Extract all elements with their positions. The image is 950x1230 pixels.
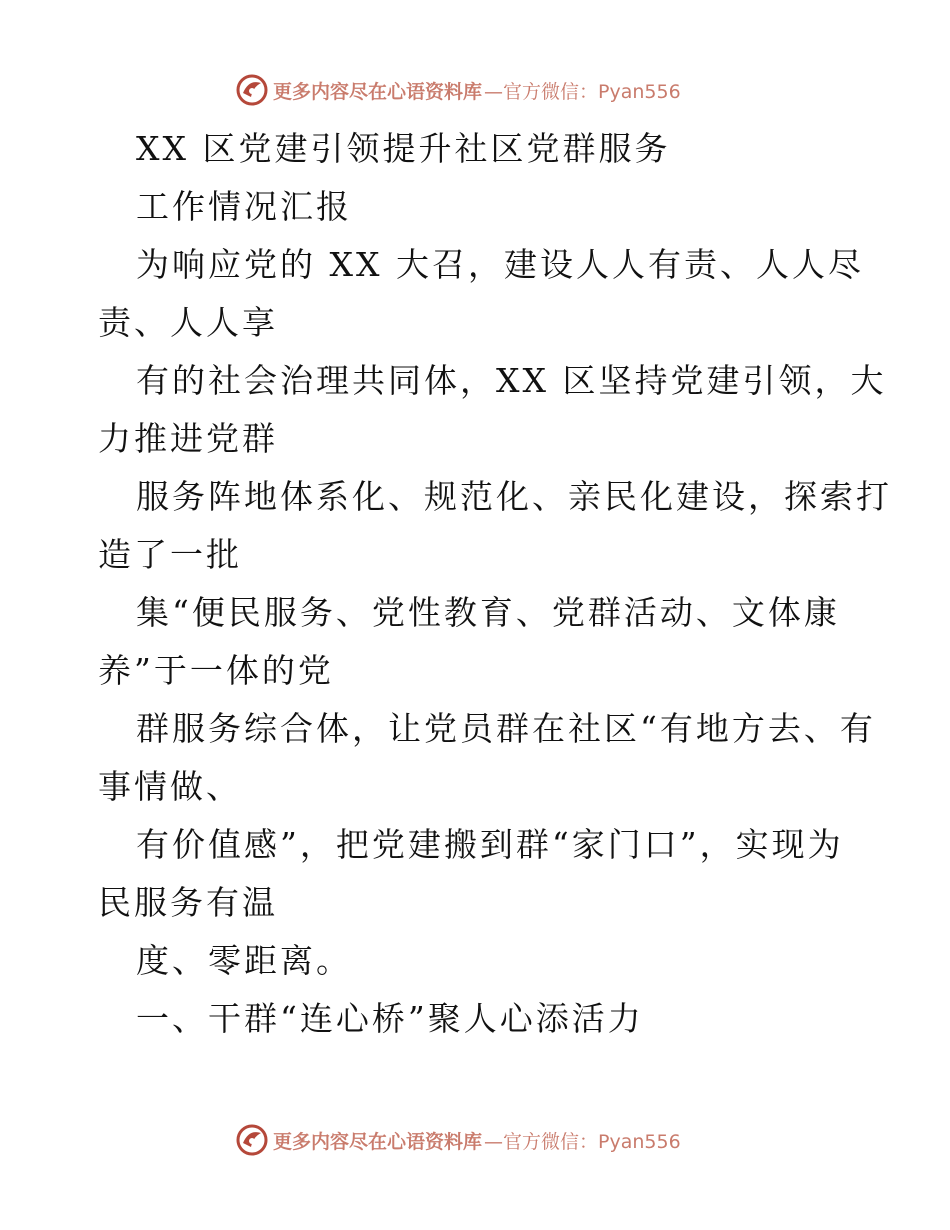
doc-line: 造了一批 <box>98 535 242 574</box>
watermark-text: 更多内容尽在心语资料库 <box>273 80 483 103</box>
doc-line: 一、干群“连心桥”聚人心添活力 <box>136 999 644 1038</box>
red-swirl-logo-icon <box>235 1123 269 1157</box>
watermark-subtext: —官方微信：Pyan556 <box>484 80 681 103</box>
doc-line: 有价值感”，把党建搬到群“家门口”，实现为 <box>136 825 844 864</box>
doc-line: 群服务综合体，让党员群在社区“有地方去、有 <box>136 709 876 748</box>
doc-line: 为响应党的 XX 大召，建设人人有责、人人尽 <box>136 245 864 284</box>
doc-line: 度、零距离。 <box>136 941 352 980</box>
doc-line: 民服务有温 <box>98 883 278 922</box>
watermark-text: 更多内容尽在心语资料库 <box>273 1130 483 1153</box>
document-body <box>98 120 892 1048</box>
doc-line: 养”于一体的党 <box>98 651 334 690</box>
doc-line: 有的社会治理共同体，XX 区坚持党建引领，大 <box>136 361 887 400</box>
doc-line: 集“便民服务、党性教育、党群活动、文体康 <box>136 593 840 632</box>
watermark-header <box>235 72 755 108</box>
doc-line: 责、人人享 <box>98 303 278 342</box>
watermark-subtext: —官方微信：Pyan556 <box>484 1130 681 1153</box>
doc-line: 工作情况汇报 <box>136 187 352 226</box>
doc-line: 事情做、 <box>98 767 242 806</box>
watermark-footer <box>235 1122 755 1158</box>
doc-line: 服务阵地体系化、规范化、亲民化建设，探索打 <box>136 477 892 516</box>
red-swirl-logo-icon <box>235 73 269 107</box>
doc-line: XX 区党建引领提升社区党群服务 <box>136 129 671 168</box>
doc-line: 力推进党群 <box>98 419 278 458</box>
